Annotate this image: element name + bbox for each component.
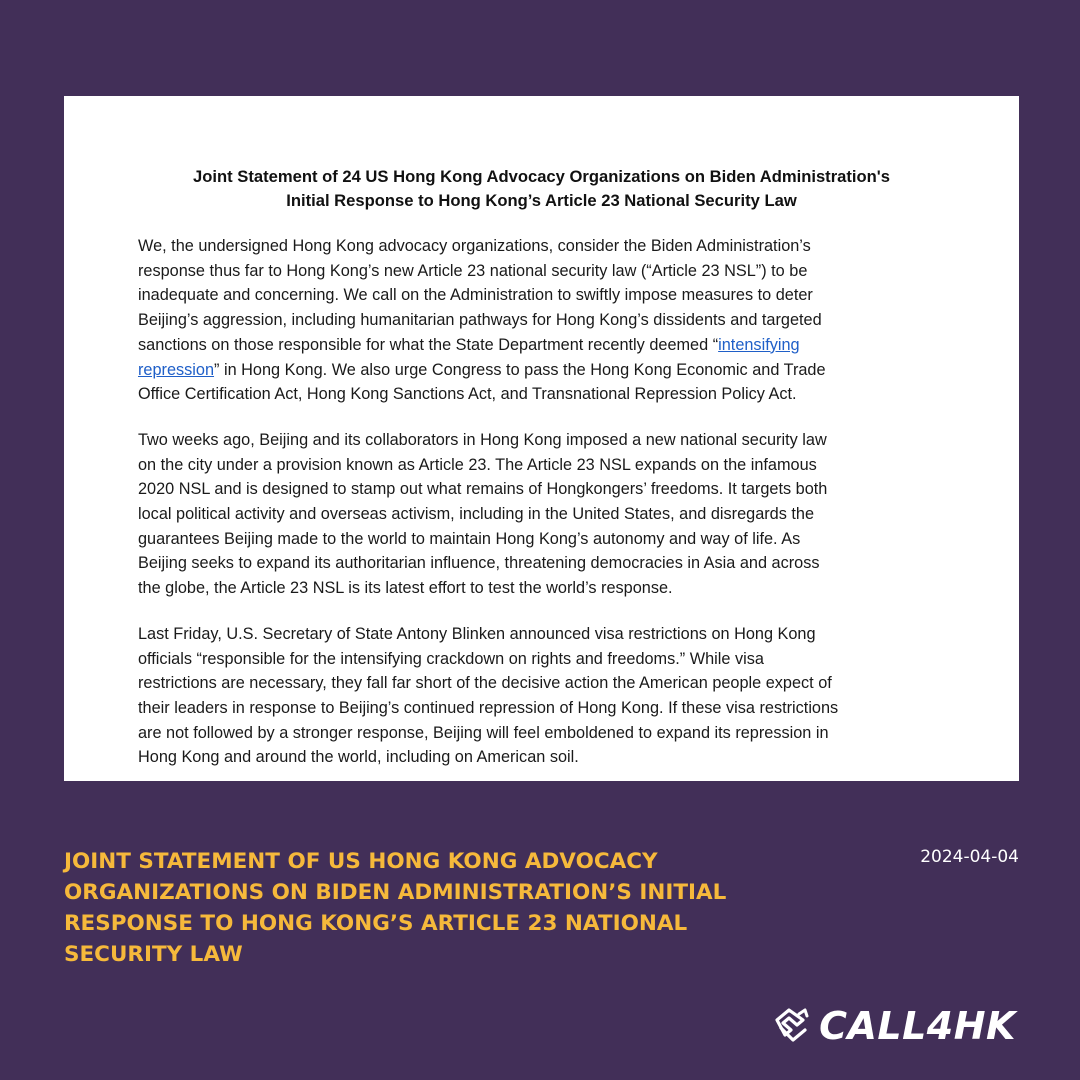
document-paragraph-3: Last Friday, U.S. Secretary of State Antony Blinken announced visa restrictions on Hong Kong officials “responsible for the intensifying crackdown on rights and freedoms.” While visa restrictions are necessary, they fall far short of the decisive action the American people expect of their leaders in response to Beijing’s continued repression of Hong Kong. If these visa restrictions are not followed by a stronger response, Beijing will feel emboldened to expand its repression in Hong Kong and around the world, including on American soil. [138,624,839,767]
document-title: Joint Statement of 24 US Hong Kong Advocacy Organizations on Biden Administration's Initial Response to Hong Kong’s Article 23 National Security Law [193,167,890,210]
intensifying-repression-link[interactable]: intensifying repression [138,335,800,379]
post-title: JOINT STATEMENT OF US HONG KONG ADVOCACY ORGANIZATIONS ON BIDEN ADMINISTRATION’S INITIAL RESPONSE TO HONG KONG’S ARTICLE 23 NATIONAL SECURITY LAW [64,849,727,967]
post-date: 2024-04-04 [920,847,1019,867]
statement-document-image [64,96,1019,781]
brand-name: CALL4HK [819,1004,1016,1048]
document-paragraph-2: Two weeks ago, Beijing and its collaborators in Hong Kong imposed a new national security law on the city under a provision known as Article 23. The Article 23 NSL expands on the infamous 2020 NSL and is designed to stamp out what remains of Hongkongers’ freedoms. It targets both local political activity and overseas activism, including in the United States, and disregards the guarantees Beijing made to the world to maintain Hong Kong’s autonomy and way of life. As Beijing seeks to expand its authoritarian influence, threatening democracies in Asia and across the globe, the Article 23 NSL is its latest effort to test the world’s response. [138,430,828,598]
document-body [138,234,958,781]
paragraph-1-text-before: We, the undersigned Hong Kong advocacy organizations, consider the Biden Administration’s response thus far to Hong Kong’s new Article 23 national security law (“Article 23 NSL”) to be inadequate and concerning. We call on the Administration to swiftly impose measures to deter Beijing’s aggression, including humanitarian pathways for Hong Kong’s dissidents and targeted sanctions on those responsible for what the State Department recently deemed “ [138,237,822,354]
brand-logo [771,1000,1016,1052]
call4hk-logo-icon [771,1006,811,1046]
paragraph-1-text-after: ” in Hong Kong. We also urge Congress to pass the Hong Kong Economic and Trade Office Certification Act, Hong Kong Sanctions Act, and Transnational Repression Policy Act. [138,360,826,404]
document-paragraph-1 [138,234,958,407]
